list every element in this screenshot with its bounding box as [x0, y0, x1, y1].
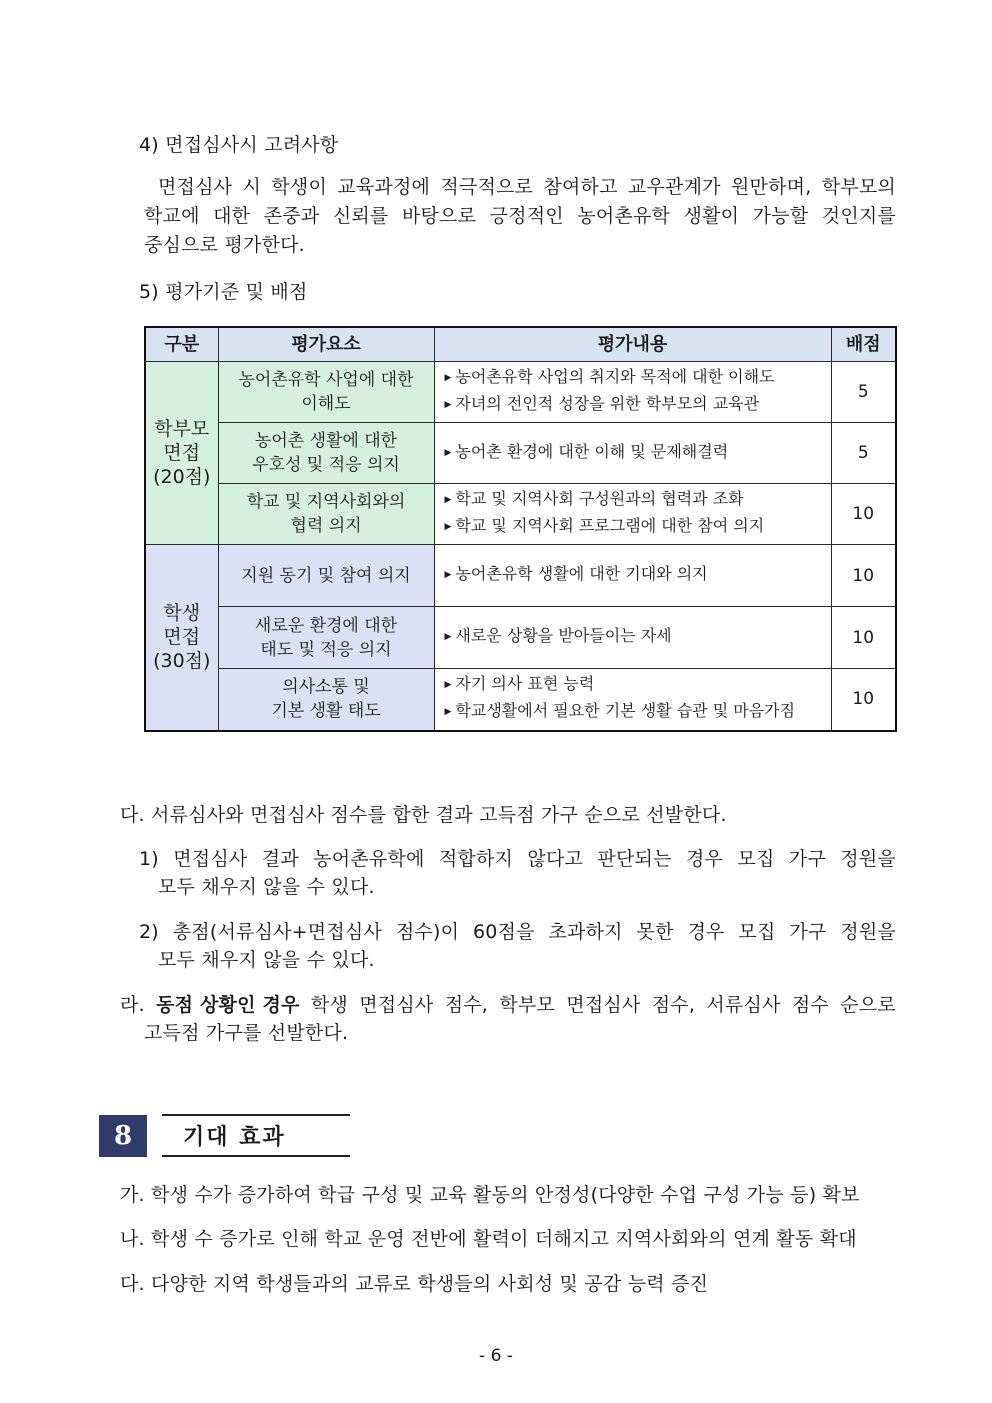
eval-element: 학교 및 지역사회와의 협력 의지 — [218, 484, 434, 545]
word: 결과 — [261, 848, 299, 870]
word: 모집 — [738, 921, 776, 943]
eval-content: ▶ 새로운 상황을 받아들이는 자세 — [434, 607, 831, 669]
word: 대한 — [213, 205, 251, 227]
word: 2) — [139, 921, 159, 943]
word: 교육과정에 — [337, 176, 431, 198]
header-element: 평가요소 — [218, 327, 434, 362]
bullet-icon: ▶ — [444, 400, 452, 410]
bullet-icon: ▶ — [444, 680, 452, 691]
section-4-heading: 4) 면접심사시 고려사항 — [139, 134, 339, 156]
item-da: 다. 서류심사와 면접심사 점수를 합한 결과 고득점 가구 순으로 선발한다. — [120, 804, 727, 826]
word: 60점을 — [472, 921, 535, 943]
word: 것인지를 — [821, 205, 896, 227]
bullet-icon: ▶ — [444, 707, 452, 718]
word: 점수)이 — [395, 921, 460, 943]
section-4-para-line-2 — [144, 202, 896, 231]
word: 바탕으로 — [401, 205, 477, 227]
word: 판단되는 — [597, 848, 672, 870]
item-da-1-line-2: 모두 채우지 않을 수 있다. — [158, 876, 375, 898]
word: 교우관계가 — [627, 176, 721, 198]
effect-item: 가. 학생 수가 증가하여 학급 구성 및 교육 활동의 안정성(다양한 수업 구성 가능 등) 확보 — [120, 1184, 860, 1206]
eval-score: 10 — [831, 545, 896, 607]
eval-score: 5 — [831, 362, 896, 423]
page-number: - 6 - — [479, 1346, 513, 1366]
table-row — [145, 362, 896, 423]
bullet-icon: ▶ — [444, 522, 452, 532]
word: 초과하지 — [548, 921, 623, 943]
header-content: 평가내용 — [434, 327, 831, 362]
word: 못한 — [636, 921, 674, 943]
tie-condition: 동점 상황인 경우 — [156, 994, 300, 1016]
word: 시 — [242, 176, 262, 198]
word: 참여하고 — [543, 176, 618, 198]
eval-content: ▶ 농어촌유학 사업의 취지와 목적에 대한 이해도 ▶ 자녀의 전인적 성장을 위한 학부모의 교육관 — [434, 362, 831, 423]
word: 학교에 — [144, 205, 200, 227]
item-ra-line-1: 라. 동점 상황인 경우 학생 면접심사 점수, 학부모 면접심사 점수, 서류심사 점수 순으로 — [120, 991, 896, 1020]
eval-element: 의사소통 및 기본 생활 태도 — [218, 669, 434, 731]
bullet-icon: ▶ — [444, 570, 452, 580]
word: 가구 — [788, 848, 826, 870]
word: 가구 — [789, 921, 827, 943]
bullet-icon: ▶ — [444, 632, 452, 642]
table-row — [145, 607, 896, 669]
section-number-badge: 8 — [99, 1115, 147, 1157]
word: 생활이 — [683, 205, 740, 227]
word: 1) — [139, 848, 159, 870]
header-score: 배점 — [831, 327, 896, 362]
evaluation-table — [144, 326, 897, 732]
word: 적극적으로 — [440, 176, 534, 198]
word: 학생이 — [271, 176, 328, 198]
word: 면접심사 — [158, 176, 233, 198]
group-label-student: 학생 면접 (30점) — [145, 545, 218, 731]
eval-element: 지원 동기 및 참여 의지 — [218, 545, 434, 607]
eval-score: 10 — [831, 484, 896, 545]
eval-content: ▶ 학교 및 지역사회 구성원과의 협력과 조화 ▶ 학교 및 지역사회 프로그램에 대한 참여 의지 — [434, 484, 831, 545]
bullet-icon: ▶ — [444, 495, 452, 505]
item-ra-line-2: 고득점 가구를 선발한다. — [144, 1022, 349, 1044]
bullet-icon: ▶ — [444, 373, 452, 383]
word: 경우 — [685, 848, 724, 870]
word: 총점(서류심사+면접심사 — [172, 921, 383, 943]
word: 농어촌유학 — [577, 205, 671, 227]
table-row — [145, 545, 896, 607]
header-category: 구분 — [145, 327, 218, 362]
section-4-para-line-1 — [158, 173, 896, 202]
eval-score: 10 — [831, 607, 896, 669]
section-title-rule-bottom — [162, 1155, 350, 1157]
table-row — [145, 669, 896, 731]
eval-content: ▶ 자기 의사 표현 능력 ▶ 학교생활에서 필요한 기본 생활 습관 및 마음가짐 — [434, 669, 831, 731]
word: 정원을 — [840, 848, 896, 870]
eval-content: ▶ 농어촌 환경에 대한 이해 및 문제해결력 — [434, 423, 831, 484]
word: 정원을 — [840, 921, 896, 943]
word: 농어촌유학에 — [313, 848, 425, 870]
eval-element: 농어촌유학 사업에 대한 이해도 — [218, 362, 434, 423]
word: 학부모의 — [821, 176, 896, 198]
word: 않다고 — [527, 848, 584, 870]
section-title-rule-top — [162, 1114, 350, 1116]
eval-score: 5 — [831, 423, 896, 484]
eval-score: 10 — [831, 669, 896, 731]
item-da-2-line-1 — [139, 918, 896, 947]
section-title: 기대 효과 — [183, 1125, 286, 1150]
word: 긍정적인 — [489, 205, 564, 227]
table-row — [145, 484, 896, 545]
word: 적합하지 — [438, 848, 514, 870]
eval-content: ▶ 농어촌유학 생활에 대한 기대와 의지 — [434, 545, 831, 607]
item-da-2-line-2: 모두 채우지 않을 수 있다. — [158, 949, 375, 971]
word: 모집 — [737, 848, 775, 870]
word: 신뢰를 — [332, 205, 389, 227]
word: 면접심사 — [173, 848, 248, 870]
item-da-1-line-1 — [139, 845, 896, 874]
group-label-parent: 학부모 면접 (20점) — [145, 362, 218, 545]
eval-element: 새로운 환경에 대한 태도 및 적응 의지 — [218, 607, 434, 669]
effect-item: 다. 다양한 지역 학생들과의 교류로 학생들의 사회성 및 공감 능력 증진 — [120, 1273, 709, 1295]
word: 가능할 — [752, 205, 809, 227]
word: 경우 — [687, 921, 725, 943]
table-row — [145, 423, 896, 484]
eval-element: 농어촌 생활에 대한 우호성 및 적응 의지 — [218, 423, 434, 484]
section-5-heading: 5) 평가기준 및 배점 — [139, 281, 308, 303]
word: 원만하며, — [730, 176, 812, 198]
section-4-para-line-3: 중심으로 평가한다. — [144, 234, 305, 256]
table-header-row — [145, 327, 896, 362]
effect-item: 나. 학생 수 증가로 인해 학교 운영 전반에 활력이 더해지고 지역사회와의 연계 활동 확대 — [120, 1228, 857, 1250]
word: 존중과 — [263, 205, 320, 227]
bullet-icon: ▶ — [444, 447, 452, 458]
